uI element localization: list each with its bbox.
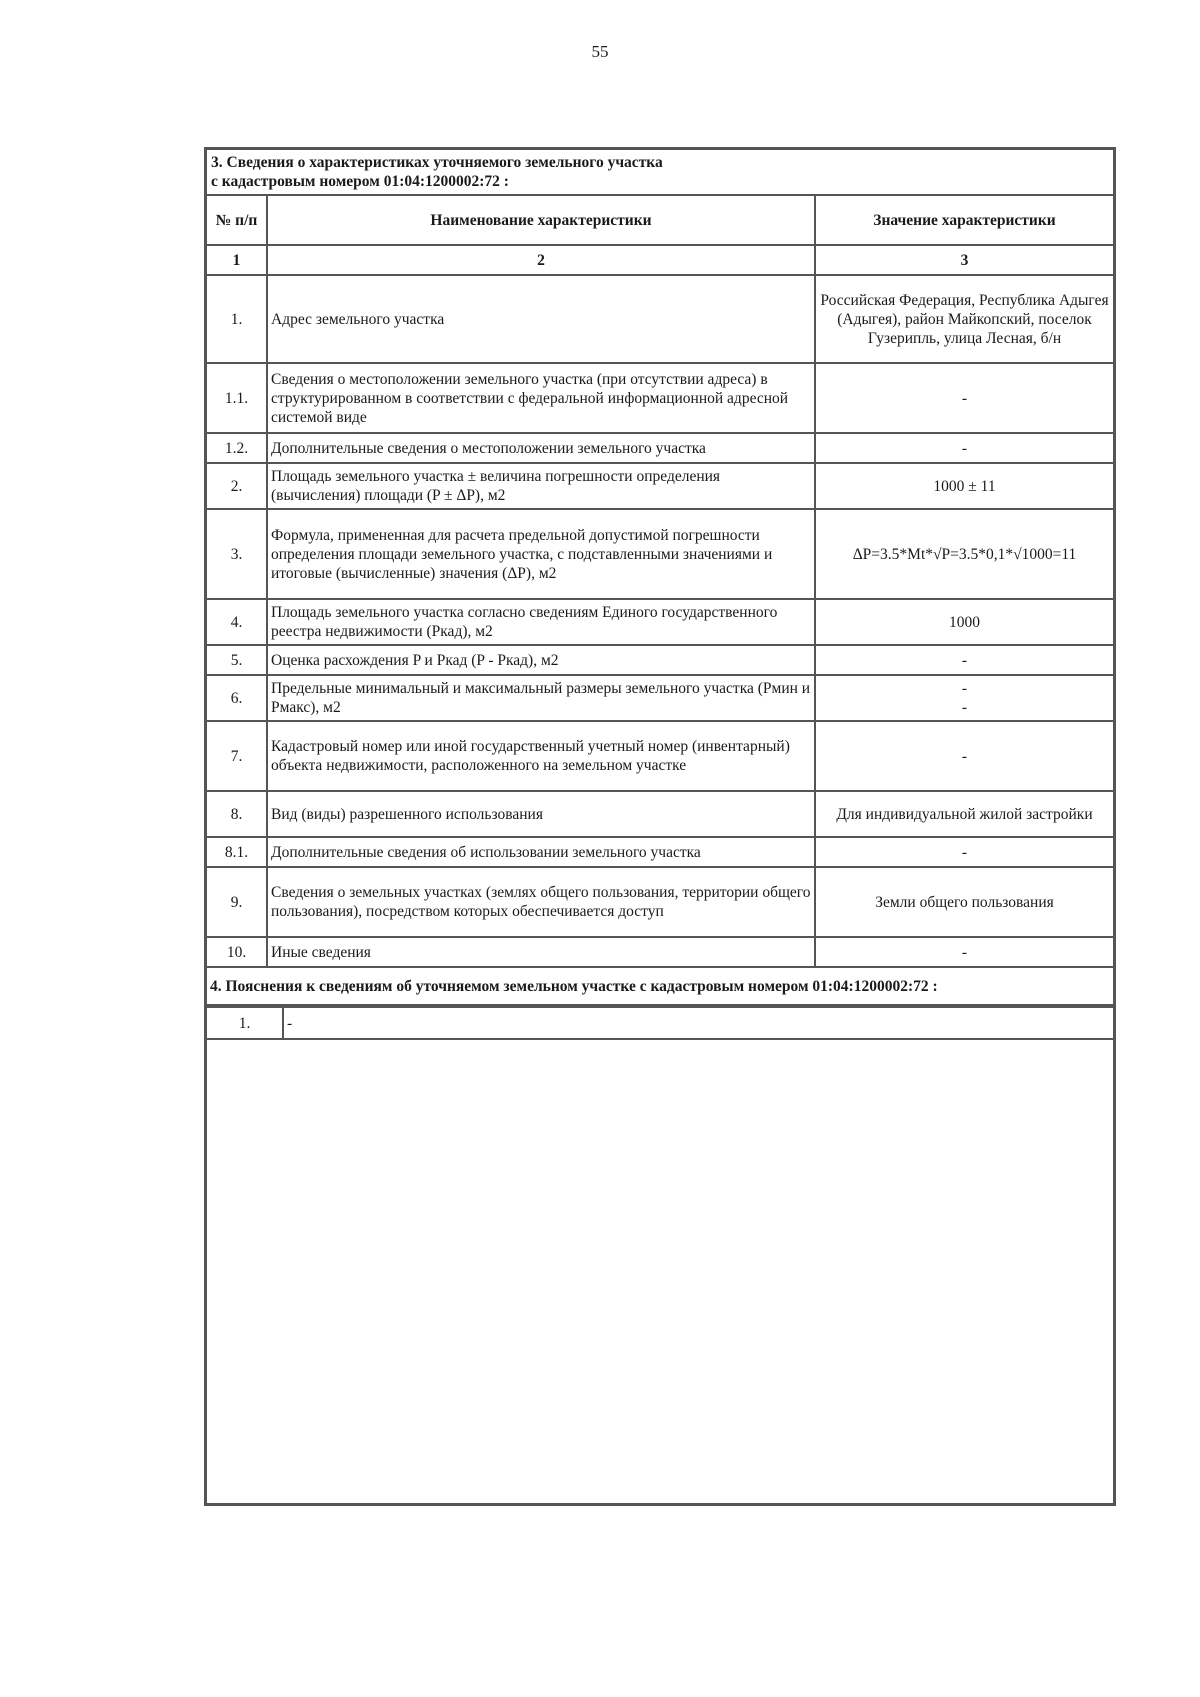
table-row [207,645,1113,675]
table-row [207,509,1113,599]
section4-title: 4. Пояснения к сведениям об уточняемом земельном участке с кадастровым номером 01:04:1200002:72 : [207,967,1113,1005]
row-number: 2. [207,463,267,509]
page-number: 55 [591,42,609,61]
row-number: 9. [207,867,267,937]
characteristics-table [207,150,1113,1006]
table-row [207,937,1113,967]
row-characteristic-value: - [815,721,1113,791]
row-characteristic-name: Предельные минимальный и максимальный размеры земельного участка (Pмин и Pмакс), м2 [267,675,815,721]
row-characteristic-name: Формула, примененная для расчета предельной допустимой погрешности определения площади земельного участка, с подставленными значениями и итоговые (вычисленные) значения (ΔP), м2 [267,509,815,599]
row-characteristic-name: Сведения о местоположении земельного участка (при отсутствии адреса) в структурированном в соответствии с федеральной информационной адресной системой виде [267,363,815,433]
header-value: Значение характеристики [815,195,1113,245]
row-characteristic-value: ΔP=3.5*Mt*√P=3.5*0,1*√1000=11 [815,509,1113,599]
row-characteristic-value: - [815,433,1113,463]
section4-title-row [207,967,1113,1005]
row-characteristic-value: - [815,363,1113,433]
row-characteristic-name: Дополнительные сведения об использовании земельного участка [267,837,815,867]
row-characteristic-name: Площадь земельного участка согласно сведениям Единого государственного реестра недвижимости (Pкад), м2 [267,599,815,645]
row-number: 5. [207,645,267,675]
row-characteristic-name: Сведения о земельных участках (землях общего пользования, территории общего пользования), посредством которых обеспечивается доступ [267,867,815,937]
col-number-3: 3 [815,245,1113,275]
note-number: 1. [207,1007,283,1039]
table-row [207,275,1113,363]
note-text: - [283,1007,1113,1039]
row-number: 6. [207,675,267,721]
row-characteristic-value: Российская Федерация, Республика Адыгея (Адыгея), район Майкопский, поселок Гузерипль, улица Лесная, б/н [815,275,1113,363]
section3-title [207,150,1113,195]
row-characteristic-name: Площадь земельного участка ± величина погрешности определения (вычисления) площади (P ± ΔP), м2 [267,463,815,509]
row-characteristic-value: - - [815,675,1113,721]
row-characteristic-name: Дополнительные сведения о местоположении земельного участка [267,433,815,463]
table-row [207,363,1113,433]
document-frame [204,147,1116,1506]
col-number-1: 1 [207,245,267,275]
row-characteristic-value: 1000 ± 11 [815,463,1113,509]
characteristics-rows [207,275,1113,967]
note-row [207,1007,1113,1039]
row-characteristic-value: Для индивидуальной жилой застройки [815,791,1113,837]
row-characteristic-name: Кадастровый номер или иной государственный учетный номер (инвентарный) объекта недвижимости, расположенного на земельном участке [267,721,815,791]
row-characteristic-name: Оценка расхождения P и Pкад (P - Pкад), м2 [267,645,815,675]
row-characteristic-value: - [815,837,1113,867]
table-row [207,599,1113,645]
row-number: 7. [207,721,267,791]
table-row [207,675,1113,721]
row-characteristic-value: - [815,645,1113,675]
notes-rows [207,1007,1113,1039]
row-number: 4. [207,599,267,645]
row-number: 1.1. [207,363,267,433]
notes-table [207,1006,1113,1040]
row-number: 3. [207,509,267,599]
col-number-2: 2 [267,245,815,275]
row-number: 1.2. [207,433,267,463]
row-characteristic-name: Иные сведения [267,937,815,967]
table-row [207,791,1113,837]
section3-title-line2: с кадастровым номером 01:04:1200002:72 : [211,173,509,190]
row-characteristic-value: - [815,937,1113,967]
row-characteristic-name: Вид (виды) разрешенного использования [267,791,815,837]
row-characteristic-name: Адрес земельного участка [267,275,815,363]
section3-title-line1: 3. Сведения о характеристиках уточняемого земельного участка [211,154,663,171]
table-row [207,721,1113,791]
section3-title-row [207,150,1113,195]
row-characteristic-value: Земли общего пользования [815,867,1113,937]
table-row [207,463,1113,509]
row-number: 8. [207,791,267,837]
row-number: 10. [207,937,267,967]
row-number: 8.1. [207,837,267,867]
table-row [207,837,1113,867]
row-characteristic-value: 1000 [815,599,1113,645]
header-name: Наименование характеристики [267,195,815,245]
table-row [207,867,1113,937]
column-numbers-row [207,245,1113,275]
row-number: 1. [207,275,267,363]
header-number: № п/п [207,195,267,245]
table-row [207,433,1113,463]
header-row [207,195,1113,245]
